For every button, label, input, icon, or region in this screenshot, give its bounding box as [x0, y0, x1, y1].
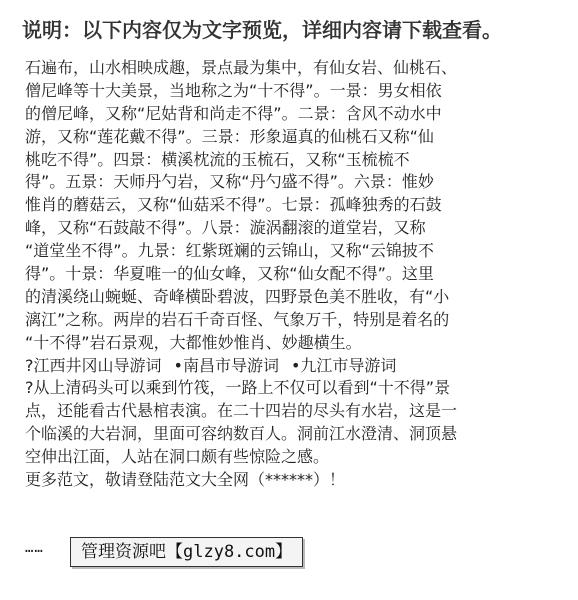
text-line: 得”。五景：天师丹勺岩，又称“丹勺盛不得”。六景：惟妙	[25, 172, 434, 192]
text-line: 漓江”之称。两岸的岩石千奇百怪、气象万千，特别是着名的	[25, 309, 450, 329]
text-line: “道堂坐不得”。九景：红紫斑斓的云锦山，又称“云锦披不	[25, 241, 434, 261]
link-jinggangshan-guide[interactable]: ?江西井冈山导游词	[25, 355, 162, 375]
footer	[25, 540, 425, 570]
text-line: 石遍布，山水相映成趣，景点最为集中，有仙女岩、仙桃石、	[25, 58, 458, 77]
more-info-line: 更多范文，敬请登陆范文大全网（******）！	[25, 470, 346, 490]
text-line: 个临溪的大岩洞，里面可容纳数百人。洞前江水澄清、洞顶悬	[25, 424, 458, 444]
text-line: “十不得”岩石景观，大都惟妙惟肖、妙趣横生。	[25, 332, 362, 352]
text-line: 得”。十景：华夏唯一的仙女峰，又称“仙女配不得”。这里	[25, 264, 434, 284]
text-line: ?从上清码头可以乘到竹筏，一路上不仅可以看到“十不得”景	[25, 378, 451, 398]
text-line: 点，还能看古代悬棺表演。在二十四岩的尽头有水岩，这是一	[25, 401, 458, 421]
text-line: 的僧尼峰，又称“尼姑背和尚走不得”。二景：含风不动水中	[25, 103, 442, 123]
site-badge[interactable]: 管理资源吧【glzy8.com】	[70, 537, 303, 567]
text-line: 惟肖的蘑菇云，又称“仙菇采不得”。七景：孤峰独秀的石鼓	[25, 195, 442, 215]
text-line: 峰，又称“石鼓敲不得”。八景：漩涡翻滚的道堂岩，又称	[25, 218, 426, 238]
text-line: 的清溪绕山蜿蜒、奇峰横卧碧波，四野景色美不胜收，有“小	[25, 286, 450, 306]
text-line: 空伸出江面，人站在洞口颇有些惊险之感。	[25, 447, 330, 467]
document-body	[25, 57, 555, 492]
preview-notice-heading: 说明：以下内容仅为文字预览，详细内容请下载查看。	[22, 18, 502, 42]
text-line: 桃吃不得”。四景：横溪枕流的玉梳石，又称“玉梳梳不	[25, 149, 410, 169]
text-line: 游，又称“莲花戴不得”。三景：形象逼真的仙桃石又称“仙	[25, 126, 434, 146]
text-line: 僧尼峰等十大美景，当地称之为“十不得”。一景：男女相依	[25, 80, 442, 100]
related-links	[25, 355, 555, 378]
link-jiujiang-guide[interactable]: •九江市导游词	[290, 355, 397, 375]
link-nanchang-guide[interactable]: •南昌市导游词	[173, 355, 279, 375]
ellipsis: ……	[25, 540, 44, 556]
